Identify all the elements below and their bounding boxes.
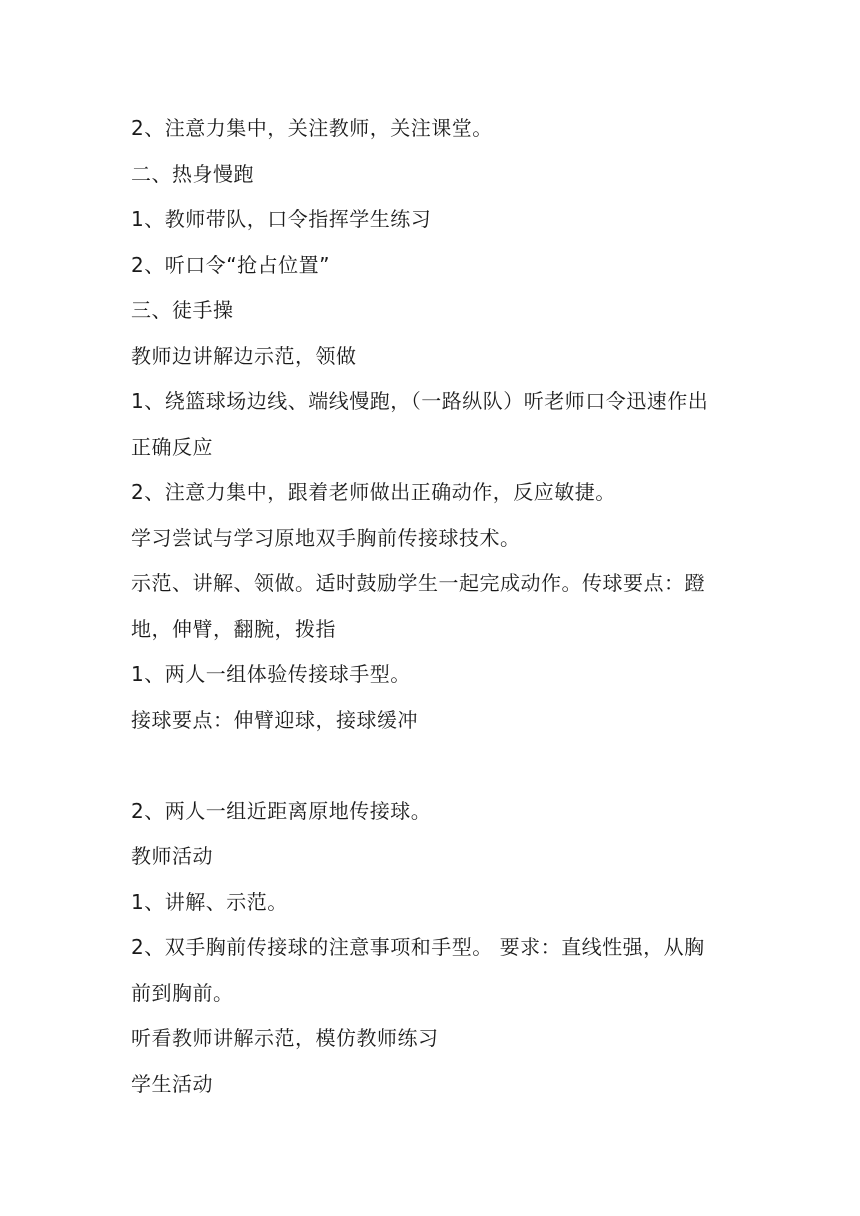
- text-line: 2、注意力集中，跟着老师做出正确动作，反应敏捷。: [131, 480, 616, 504]
- text-line: 听看教师讲解示范，模仿教师练习: [131, 1026, 439, 1050]
- document-body: [131, 106, 743, 1107]
- text-line: 学生活动: [131, 1071, 213, 1096]
- section-heading: 二、热身慢跑: [131, 161, 254, 186]
- text-line: 示范、讲解、领做。适时鼓励学生一起完成动作。传球要点：蹬: [131, 571, 705, 595]
- text-line: 接球要点：伸臂迎球，接球缓冲: [131, 707, 418, 732]
- section-heading: 三、徒手操: [131, 298, 234, 322]
- text-line: 2、双手胸前传接球的注意事项和手型。 要求：直线性强，从胸: [131, 935, 705, 959]
- text-line: 2、注意力集中，关注教师，关注课堂。: [131, 116, 493, 140]
- text-line: 1、绕篮球场边线、端线慢跑，（一路纵队）听老师口令迅速作出: [131, 389, 709, 413]
- text-line: 1、教师带队，口令指挥学生练习: [131, 207, 432, 231]
- text-line: 2、两人一组近距离原地传接球。: [131, 798, 432, 823]
- text-line: 正确反应: [131, 434, 213, 459]
- text-line: 地，伸臂，翻腕，拨指: [131, 616, 336, 641]
- text-line: 教师活动: [131, 844, 213, 868]
- text-line: 教师边讲解边示范，领做: [131, 343, 357, 368]
- blank-line: [131, 743, 743, 789]
- text-line: 1、讲解、示范。: [131, 889, 288, 914]
- text-line: 1、两人一组体验传接球手型。: [131, 662, 411, 686]
- text-line: 学习尝试与学习原地双手胸前传接球技术。: [131, 525, 521, 550]
- text-line: 2、听口令“抢占位置”: [131, 252, 330, 277]
- text-line: 前到胸前。: [131, 980, 234, 1005]
